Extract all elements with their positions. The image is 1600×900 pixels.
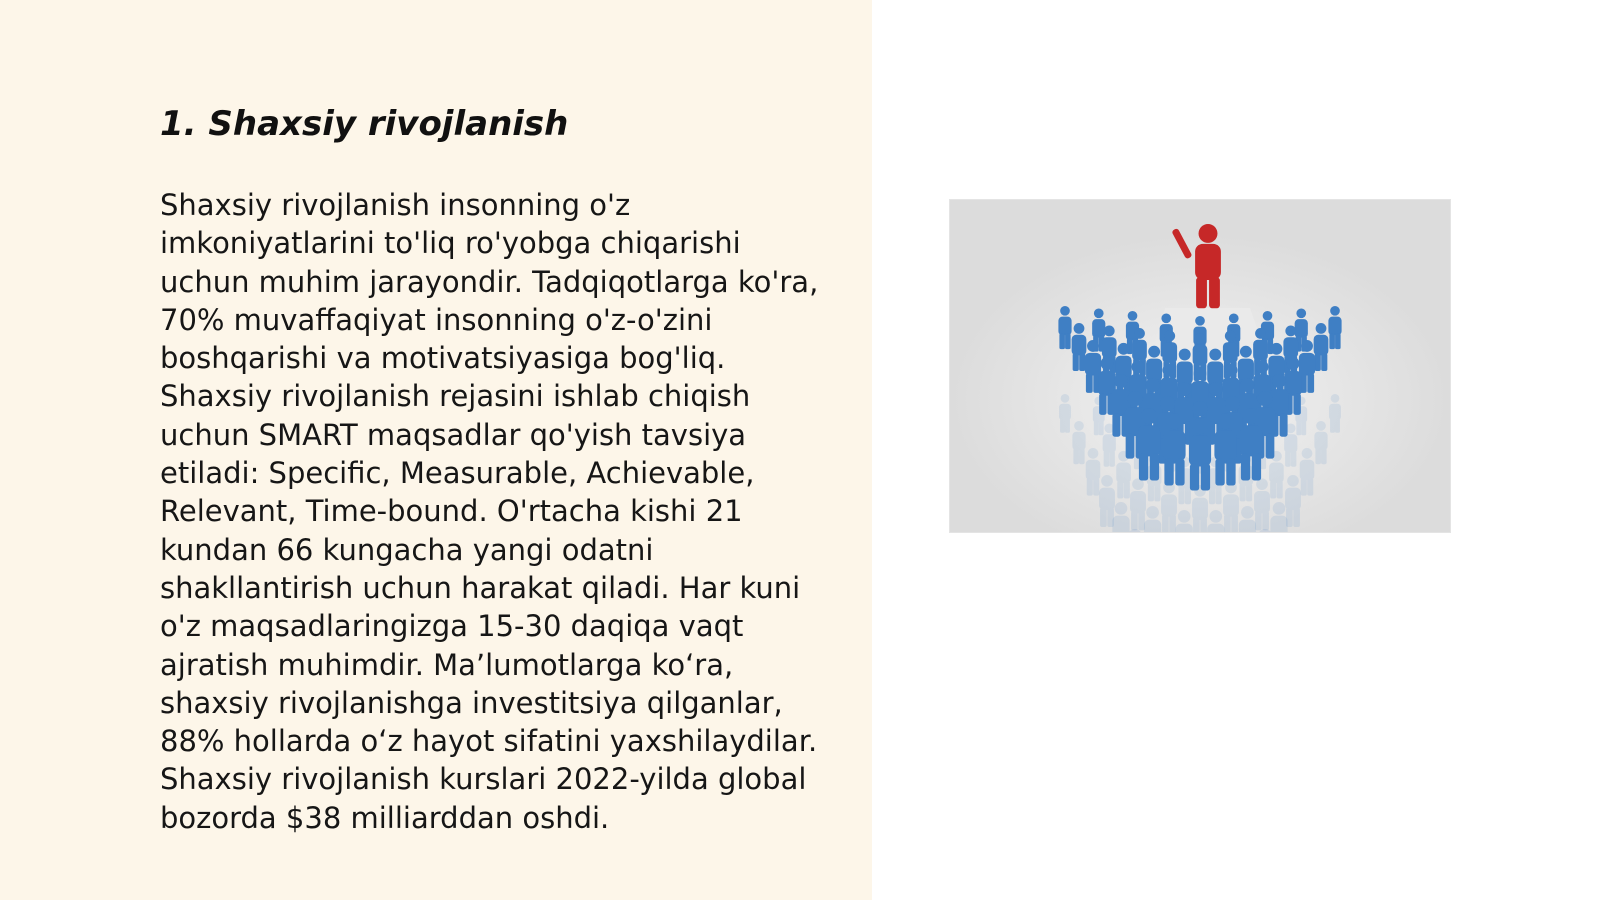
slide-paragraph: Shaxsiy rivojlanish insonning o'z imkoniyatlarini to'liq ro'yobga chiqarishi uchun muhim jarayondir. Tadqiqotlarga ko'ra, 70% muvaffaqiyat insonning o'z-o'zini boshqarishi va motivatsiyasiga bog'liq. Shaxsiy rivojlanish rejasini ishlab chiqish uchun SMART maqsadlar qo'yish tavsiya etiladi: Specific, Measurable, Achievable, Relevant, Time-bound. O'rtacha kishi 21 kundan 66 kungacha yangi odatni shakllantirish uchun harakat qiladi. Har kuni o'z maqsadlaringizga 15-30 daqiqa vaqt ajratish muhimdir. Ma’lumotlarga ko‘ra, shaxsiy rivojlanishga investitsiya qilganlar, 88% hollarda o‘z hayot sifatini yaxshilaydilar. Shaxsiy rivojlanish kurslari 2022-yilda global bozorda $38 milliarddan oshdi. [160, 188, 819, 835]
crowd-figure-reflection [1112, 502, 1129, 532]
crowd-figure-reflection [1270, 502, 1287, 532]
leader-crowd-image [950, 200, 1450, 532]
leader-crowd-illustration-icon [950, 200, 1450, 532]
slide-heading: 1. Shaxsiy rivojlanish [160, 104, 569, 144]
